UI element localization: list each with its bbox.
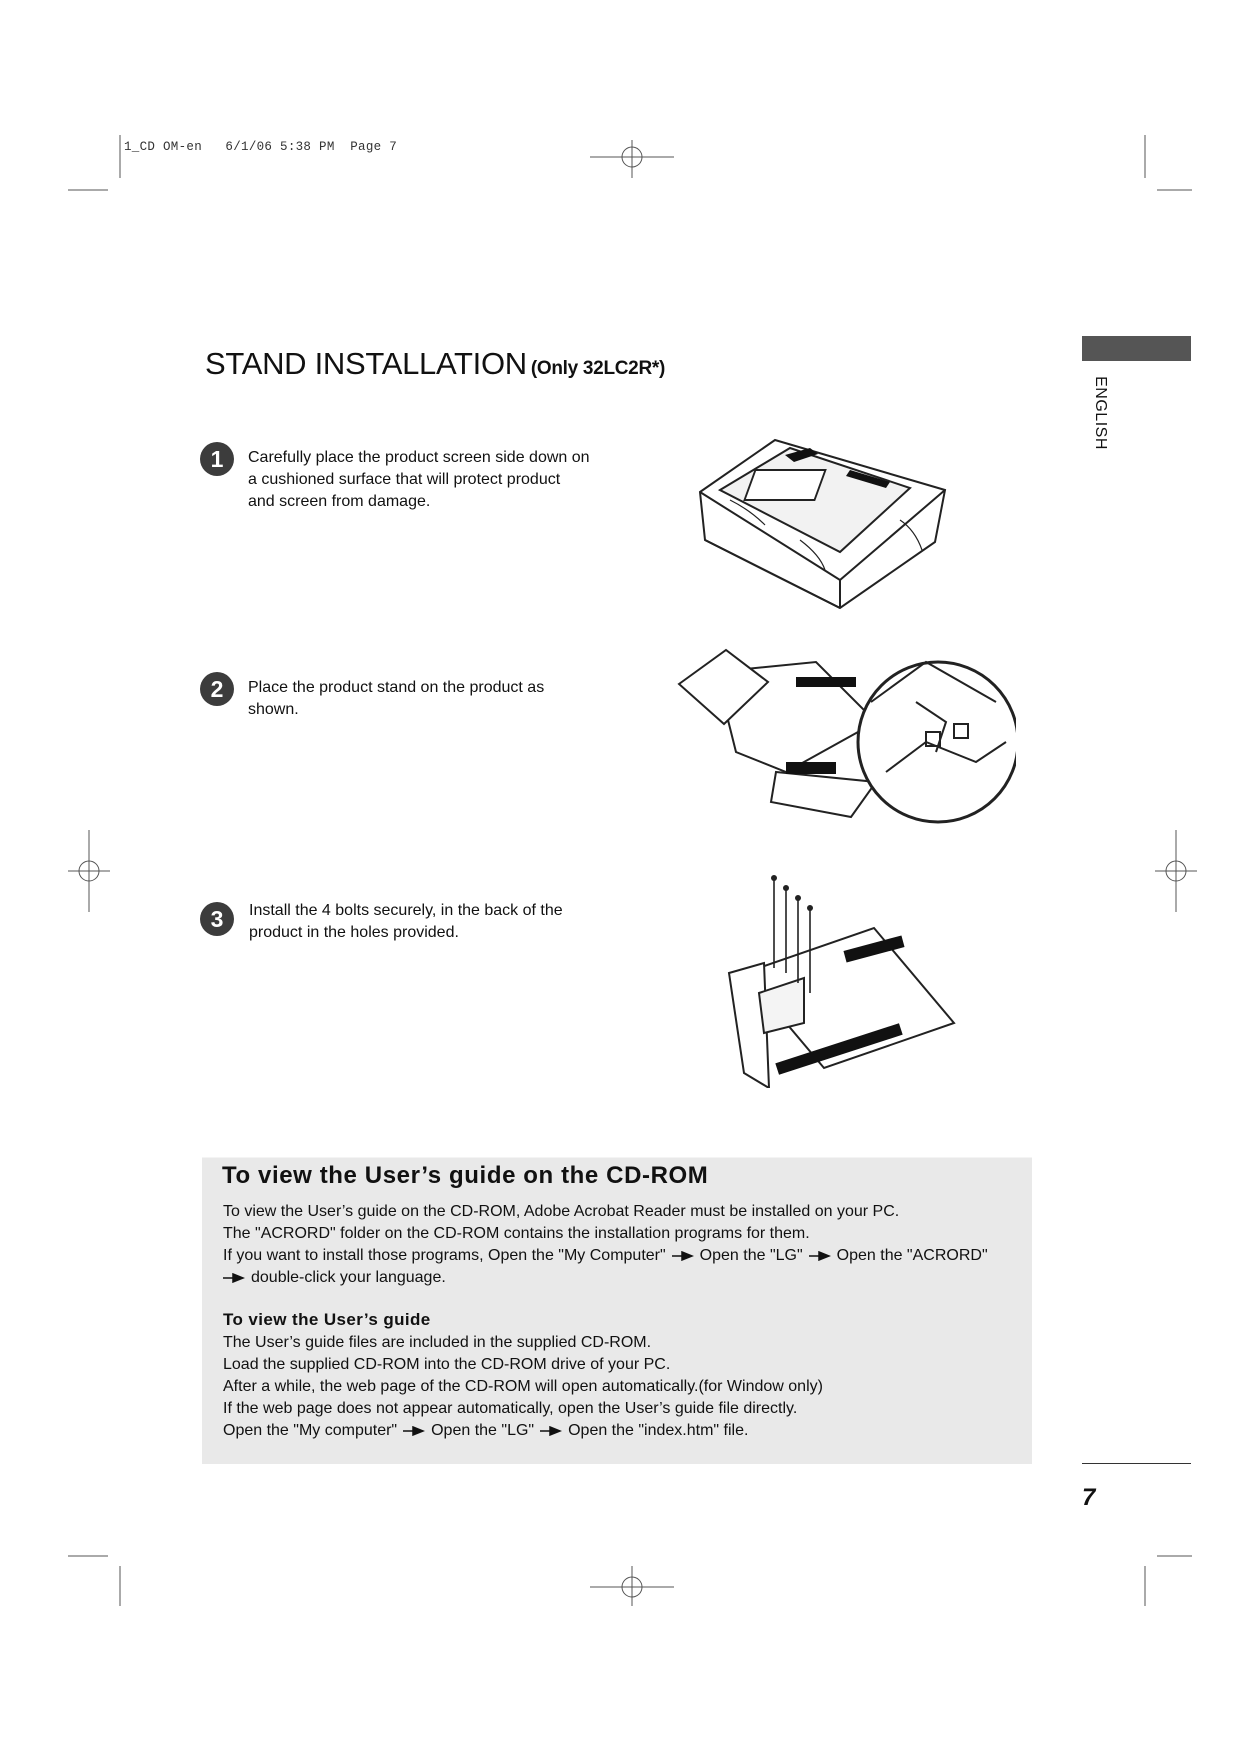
step-2-line: Place the product stand on the product as [248,679,545,696]
step-3-badge [200,902,234,936]
cdrom-guide-line [223,1420,1023,1442]
tv-on-cushion-illustration [690,430,960,610]
cdrom-line-segment: double-click your language. [251,1269,446,1286]
page-title [205,346,665,382]
step-3-line: Install the 4 bolts securely, in the back of the [249,902,563,919]
cdrom-line [223,1245,1023,1267]
page-number: 7 [1082,1484,1096,1511]
cdrom-line-segment: Open the "ACRORD" [836,1247,988,1264]
bolt-installation-illustration [724,873,974,1088]
step-3-text [249,900,599,944]
cdrom-guide-line: If the web page does not appear automatically, open the User’s guide file directly. [223,1400,798,1417]
step-2-text [248,677,598,721]
language-tab-bar [1082,336,1191,361]
cdrom-subsection-title: To view the User’s guide [223,1310,431,1329]
language-tab [1080,372,1110,452]
stand-placement-illustration [676,642,1016,832]
cdrom-line [223,1267,1023,1289]
step-2-line: shown. [248,701,299,718]
cdrom-line-segment: Open the "LG" [431,1422,535,1439]
title-model-note: (Only 32LC2R*) [530,358,665,379]
arrow-right-icon [403,1426,425,1436]
cdrom-line: To view the User’s guide on the CD-ROM, Adobe Acrobat Reader must be installed on your PC. [223,1203,900,1220]
step-1-text [248,447,598,513]
cdrom-guide-line: Load the supplied CD-ROM into the CD-ROM drive of your PC. [223,1356,671,1373]
cdrom-line-segment: If you want to install those programs, Open the "My Computer" [223,1247,666,1264]
cdrom-section-title: To view the User’s guide on the CD-ROM [222,1162,709,1189]
language-label: ENGLISH [1092,376,1109,450]
step-1-badge [200,442,234,476]
arrow-right-icon [223,1273,245,1283]
cdrom-line-segment: Open the "My computer" [223,1422,398,1439]
cdrom-guide-line: The User’s guide files are included in the supplied CD-ROM. [223,1334,652,1351]
step-2-number: 2 [210,675,224,702]
step-1-number: 1 [210,445,224,472]
cdrom-line-segment: Open the "LG" [699,1247,803,1264]
cdrom-line-segment: Open the "index.htm" file. [568,1422,749,1439]
cdrom-line: The "ACRORD" folder on the CD-ROM contains the installation programs for them. [223,1225,810,1242]
arrow-right-icon [672,1251,694,1261]
print-header: 1_CD OM-en 6/1/06 5:38 PM Page 7 [124,140,398,154]
cdrom-guide-text [223,1332,1023,1442]
step-1-line: a cushioned surface that will protect product [248,471,561,488]
cdrom-intro-text [223,1201,1023,1289]
title-main: STAND INSTALLATION [205,346,527,381]
arrow-right-icon [809,1251,831,1261]
step-3-number: 3 [210,905,224,932]
step-1-line: Carefully place the product screen side down on [248,449,590,466]
page-number-rule [1082,1463,1191,1464]
arrow-right-icon [540,1426,562,1436]
step-2-badge [200,672,234,706]
cdrom-guide-line: After a while, the web page of the CD-ROM will open automatically.(for Window only) [223,1378,823,1395]
step-3-line: product in the holes provided. [249,924,459,941]
step-1-line: and screen from damage. [248,493,431,510]
